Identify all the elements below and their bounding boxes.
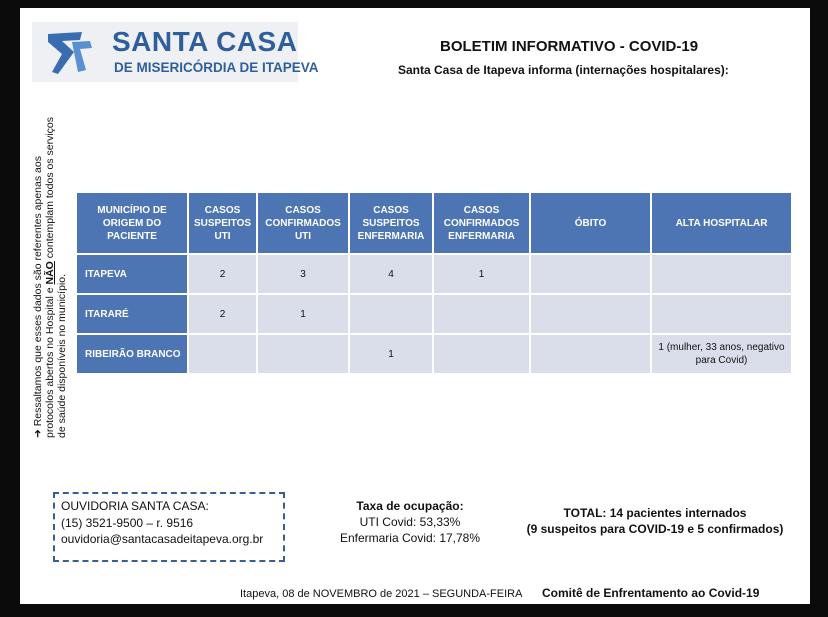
occupancy-uti: UTI Covid: 53,33% bbox=[359, 515, 461, 529]
header-suspeitos-enfermaria: CASOS SUSPEITOS ENFERMARIA bbox=[350, 193, 432, 253]
side-note-emphasis: NÃO bbox=[44, 261, 56, 285]
cell-suspeitos-uti: 2 bbox=[189, 295, 256, 333]
cell-obito bbox=[531, 335, 650, 373]
cases-table bbox=[75, 191, 793, 375]
header-confirmados-uti: CASOS CONFIRMADOS UTI bbox=[258, 193, 348, 253]
table-row bbox=[77, 295, 791, 333]
table-row bbox=[77, 255, 791, 293]
bulletin-page bbox=[20, 8, 810, 604]
cell-suspeitos-uti bbox=[189, 335, 256, 373]
bulletin-subtitle: Santa Casa de Itapeva informa (internações hospitalares): bbox=[398, 63, 729, 77]
cell-confirmados-enfermaria bbox=[434, 335, 529, 373]
footer-comite: Comitê de Enfrentamento ao Covid-19 bbox=[542, 586, 760, 600]
cell-confirmados-uti: 1 bbox=[258, 295, 348, 333]
total-line: TOTAL: 14 pacientes internados bbox=[563, 506, 747, 520]
cell-municipio: ITAPEVA bbox=[77, 255, 187, 293]
header-obito: ÓBITO bbox=[531, 193, 650, 253]
cell-alta-hospitalar: 1 (mulher, 33 anos, negativo para Covid) bbox=[652, 335, 791, 373]
footer-date: Itapeva, 08 de NOVEMBRO de 2021 – SEGUNDA-FEIRA bbox=[240, 588, 523, 600]
side-note-text-2: contemplam todos os serviços de saúde disponíveis no município. bbox=[44, 116, 68, 438]
cell-obito bbox=[531, 295, 650, 333]
occupancy-enfermaria: Enfermaria Covid: 17,78% bbox=[339, 531, 481, 545]
cell-suspeitos-enfermaria bbox=[350, 295, 432, 333]
cell-municipio: ITARARÉ bbox=[77, 295, 187, 333]
cell-municipio: RIBEIRÃO BRANCO bbox=[77, 335, 187, 373]
ouvidoria-box bbox=[53, 492, 285, 562]
cell-confirmados-uti bbox=[258, 335, 348, 373]
bulletin-title: BOLETIM INFORMATIVO - COVID-19 bbox=[440, 38, 699, 55]
cell-confirmados-uti: 3 bbox=[258, 255, 348, 293]
logo-subtitle: DE MISERICÓRDIA DE ITAPEVA bbox=[114, 60, 319, 75]
cell-confirmados-enfermaria bbox=[434, 295, 529, 333]
table-row bbox=[77, 335, 791, 373]
occupancy-title: Taxa de ocupação: bbox=[356, 499, 464, 513]
cell-suspeitos-enfermaria: 4 bbox=[350, 255, 432, 293]
cell-alta-hospitalar bbox=[652, 295, 791, 333]
ouvidoria-email: ouvidoria@santacasadeitapeva.org.br bbox=[61, 532, 264, 546]
side-note bbox=[32, 108, 68, 438]
side-note-text-1: ➜ Ressaltamos que esses dados são referentes apenas aos protocolos abertos no Hospital e bbox=[32, 156, 56, 438]
ouvidoria-title: OUVIDORIA SANTA CASA: bbox=[61, 499, 209, 513]
logo-title: SANTA CASA bbox=[112, 26, 298, 57]
logo-mark-icon bbox=[42, 28, 96, 78]
header-confirmados-enfermaria: CASOS CONFIRMADOS ENFERMARIA bbox=[434, 193, 529, 253]
santa-casa-logo bbox=[32, 22, 319, 82]
occupancy-rate bbox=[290, 498, 530, 546]
cell-alta-hospitalar bbox=[652, 255, 791, 293]
table-header-row bbox=[77, 193, 791, 253]
cell-obito bbox=[531, 255, 650, 293]
cell-confirmados-enfermaria: 1 bbox=[434, 255, 529, 293]
cell-suspeitos-enfermaria: 1 bbox=[350, 335, 432, 373]
header-suspeitos-uti: CASOS SUSPEITOS UTI bbox=[189, 193, 256, 253]
header-municipio: MUNICÍPIO DE ORIGEM DO PACIENTE bbox=[77, 193, 187, 253]
header-alta-hospitalar: ALTA HOSPITALAR bbox=[652, 193, 791, 253]
cell-suspeitos-uti: 2 bbox=[189, 255, 256, 293]
total-breakdown: (9 suspeitos para COVID-19 e 5 confirmados) bbox=[526, 522, 784, 536]
ouvidoria-phone: (15) 3521-9500 – r. 9516 bbox=[61, 515, 194, 530]
total-summary bbox=[510, 505, 800, 537]
